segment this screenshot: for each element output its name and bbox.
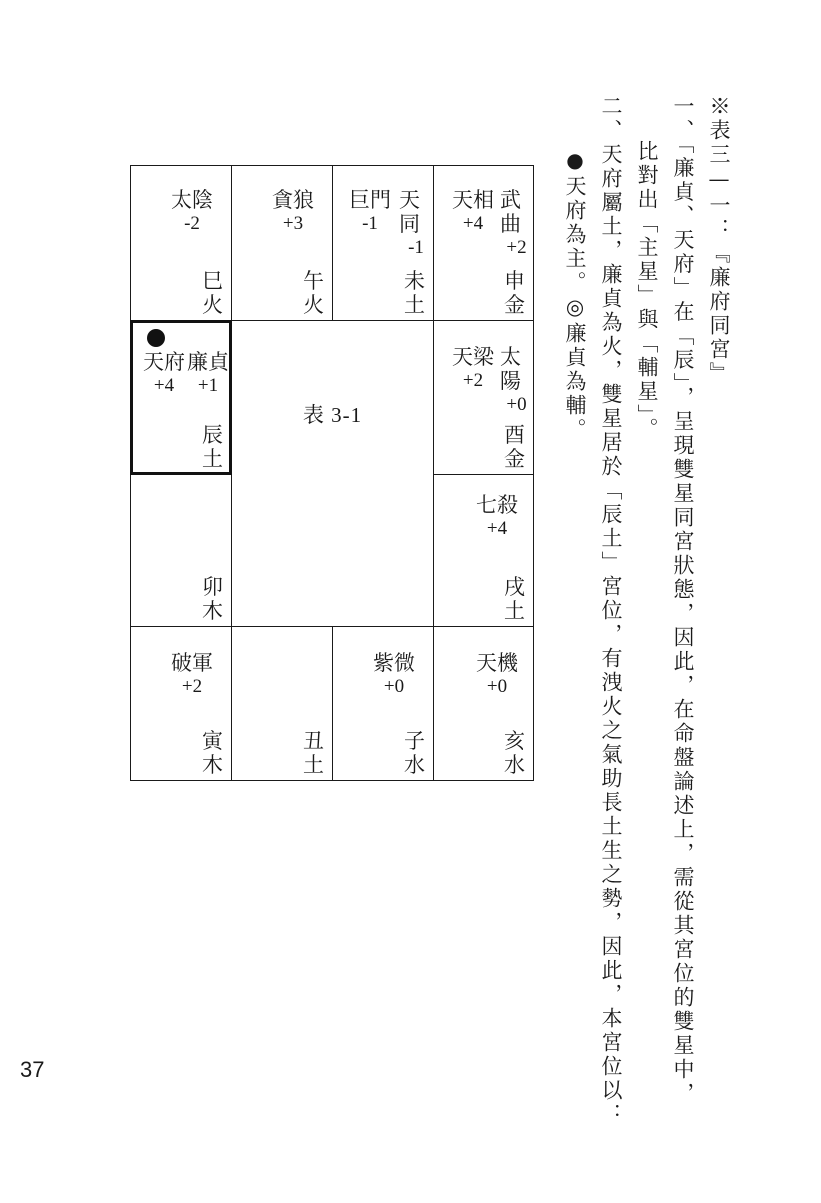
palace-wei (332, 165, 434, 321)
star-column: 巨門 -1 (349, 188, 391, 234)
star-column: 天同 -1 (399, 188, 424, 258)
conclusion-text: 天府為主。◎廉貞為輔。 (563, 175, 587, 442)
palace-chou (231, 626, 333, 781)
branch-label: 子 水 (404, 729, 425, 777)
palace-si (130, 165, 232, 321)
palace-chart (130, 165, 534, 781)
main-star-marker-icon (147, 329, 165, 347)
paragraph-2-line-1: 二、天府屬土，廉貞為火，雙星居於「辰土」宮位，有洩火之氣助長土生之勢，因此，本宮位以： (599, 95, 623, 1127)
section-heading: ※表三—一：『廉府同宮』 (707, 95, 731, 386)
palace-zi (332, 626, 434, 781)
star-column: 天府 +4 (143, 350, 185, 396)
page-number: 37 (20, 1057, 45, 1082)
chart-center (231, 320, 434, 627)
branch-label: 辰 土 (202, 423, 223, 471)
branch-label: 丑 土 (303, 729, 324, 777)
star-column: 破軍 +2 (171, 651, 213, 697)
table-caption: 表 3-1 (302, 403, 363, 427)
branch-label: 酉 金 (504, 423, 525, 471)
paragraph-1-line-1: 一、「廉貞、天府」在「辰」，呈現雙星同宮狀態，因此，在命盤論述上，需從其宮位的雙星中， (671, 95, 695, 1106)
star-column: 太陽 +0 (500, 345, 527, 415)
star-column: 太陰 -2 (171, 188, 213, 234)
branch-label: 亥 水 (504, 729, 525, 777)
star-column: 紫微 +0 (373, 651, 415, 697)
palace-yin (130, 626, 232, 781)
palace-hai (433, 626, 534, 781)
branch-label: 午 火 (303, 269, 324, 317)
paragraph-2-line-2 (564, 148, 585, 442)
star-column: 天相 +4 (452, 188, 494, 234)
palace-wu (231, 165, 333, 321)
branch-label: 申 金 (504, 269, 525, 317)
star-column: 廉貞 +1 (187, 350, 229, 396)
paragraph-1-line-2: 比對出「主星」與「輔星」。 (635, 140, 659, 442)
branch-label: 寅 木 (202, 729, 223, 777)
palace-chen-highlighted (130, 320, 232, 475)
star-column: 貪狼 +3 (272, 188, 314, 234)
branch-label: 卯 木 (202, 575, 223, 623)
bullet-dot-icon: ● (563, 148, 587, 175)
star-column: 七殺 +4 (476, 493, 518, 539)
branch-label: 未 土 (404, 269, 425, 317)
palace-mao (130, 474, 232, 627)
palace-xu (433, 474, 534, 627)
branch-label: 戌 土 (504, 575, 525, 623)
branch-label: 巳 火 (202, 269, 223, 317)
palace-you (433, 320, 534, 475)
star-column: 天梁 +2 (452, 345, 494, 391)
star-column: 天機 +0 (476, 651, 518, 697)
palace-shen (433, 165, 534, 321)
star-column: 武曲 +2 (500, 188, 527, 258)
